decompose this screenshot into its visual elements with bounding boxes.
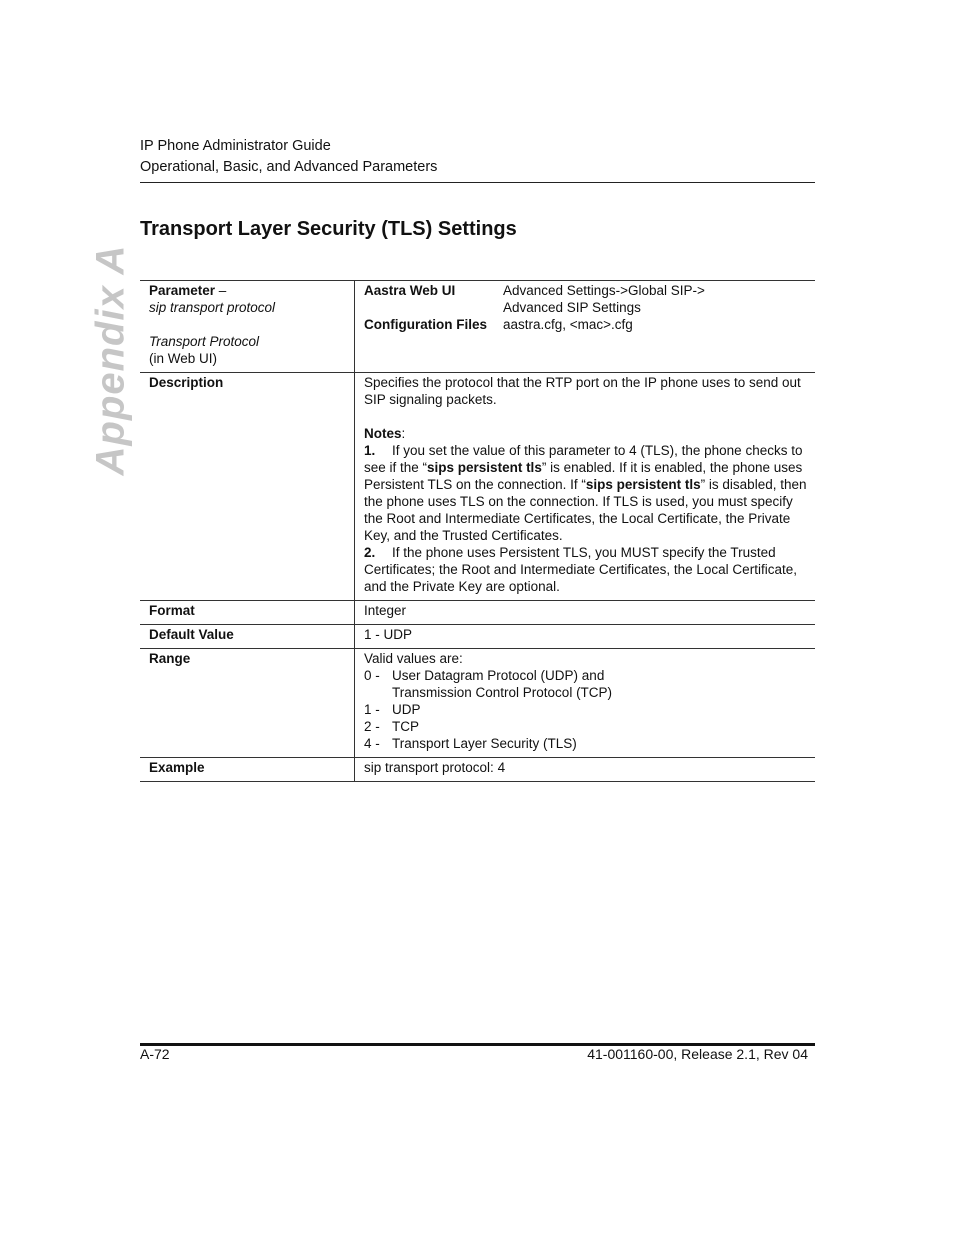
parameter-dash: – — [215, 283, 227, 298]
parameter-label: Parameter — [149, 283, 216, 298]
format-value: Integer — [355, 601, 816, 625]
header-chapter-title: Operational, Basic, and Advanced Parameters — [140, 159, 438, 175]
note-1-param-ref-2: sips persistent tls — [585, 477, 701, 492]
table-row-default-value — [140, 625, 815, 649]
range-intro: Valid values are: — [364, 651, 463, 666]
appendix-side-tab — [81, 240, 141, 480]
notes-label: Notes — [364, 426, 402, 441]
table-row-description — [140, 373, 815, 601]
range-text: Transport Layer Security (TLS) — [392, 736, 577, 751]
example-value: sip transport protocol: 4 — [355, 758, 816, 782]
parameter-location-cell — [355, 281, 816, 373]
range-text: UDP — [392, 702, 421, 717]
note-1: 1. If you set the value of this parameter to 4 (TLS), the phone checks to see if the “sips persistent tls” is enabled. If it is enabled, the phone uses Persistent TLS on the connection. If “sips persistent tls” is disabled, then the phone uses TLS on the connection. If TLS is used, you must specify the Root and Intermediate Certificates, the Local Certificate, the Private Key, and the Trusted Certificates. — [364, 443, 807, 543]
note-1-number: 1. — [364, 443, 376, 458]
description-text: Specifies the protocol that the RTP port on the IP phone uses to send out SIP signaling packets. — [364, 375, 801, 407]
config-files-value: aastra.cfg, <mac>.cfg — [503, 317, 633, 332]
parameter-location-grid — [364, 282, 807, 333]
section-title: Transport Layer Security (TLS) Settings — [140, 218, 517, 240]
web-ui-path — [503, 282, 807, 316]
table-row-parameter — [140, 281, 815, 373]
format-label: Format — [140, 601, 355, 625]
config-files-label: Configuration Files — [364, 317, 487, 332]
notes-colon: : — [401, 426, 406, 441]
range-code: 2 - — [364, 719, 380, 734]
example-label: Example — [140, 758, 355, 782]
header-rule — [140, 182, 815, 183]
web-ui-path-line2: Advanced SIP Settings — [503, 300, 641, 315]
note-1-param-ref: sips persistent tls — [427, 460, 542, 475]
page-number: A-72 — [140, 1046, 170, 1062]
range-code: 0 - — [364, 668, 380, 683]
table-row-range — [140, 649, 815, 758]
parameter-web-note: (in Web UI) — [149, 351, 218, 366]
web-ui-path-line1: Advanced Settings->Global SIP-> — [503, 283, 705, 298]
parameter-name-cell — [140, 281, 355, 373]
description-cell — [355, 373, 816, 601]
description-label: Description — [140, 373, 355, 601]
table-row-example — [140, 758, 815, 782]
default-value-value: 1 - UDP — [355, 625, 816, 649]
notes-heading — [364, 425, 807, 442]
parameter-web-name: Transport Protocol — [149, 334, 260, 349]
note-2: 2. If the phone uses Persistent TLS, you MUST specify the Trusted Certificates; the Root and Intermediate Certificates, the Local Certificate, and the Private Key are optional. — [364, 545, 797, 594]
range-label: Range — [140, 649, 355, 758]
range-list — [364, 667, 807, 752]
range-code: 1 - — [364, 702, 380, 717]
note-2-number: 2. — [364, 545, 376, 560]
web-ui-label: Aastra Web UI — [364, 283, 456, 298]
appendix-side-tab-label: Appendix A — [88, 244, 133, 476]
range-cell — [355, 649, 816, 758]
range-text-cont: Transmission Control Protocol (TCP) — [392, 685, 613, 700]
parameter-config-name: sip transport protocol — [149, 300, 276, 315]
range-code: 4 - — [364, 736, 380, 751]
range-text: TCP — [392, 719, 419, 734]
range-text: User Datagram Protocol (UDP) and — [392, 668, 605, 683]
table-row-format — [140, 601, 815, 625]
parameter-table — [140, 280, 815, 782]
document-id: 41-001160-00, Release 2.1, Rev 04 — [587, 1046, 808, 1062]
header-guide-title: IP Phone Administrator Guide — [140, 138, 331, 154]
default-value-label: Default Value — [140, 625, 355, 649]
running-header — [140, 136, 815, 178]
